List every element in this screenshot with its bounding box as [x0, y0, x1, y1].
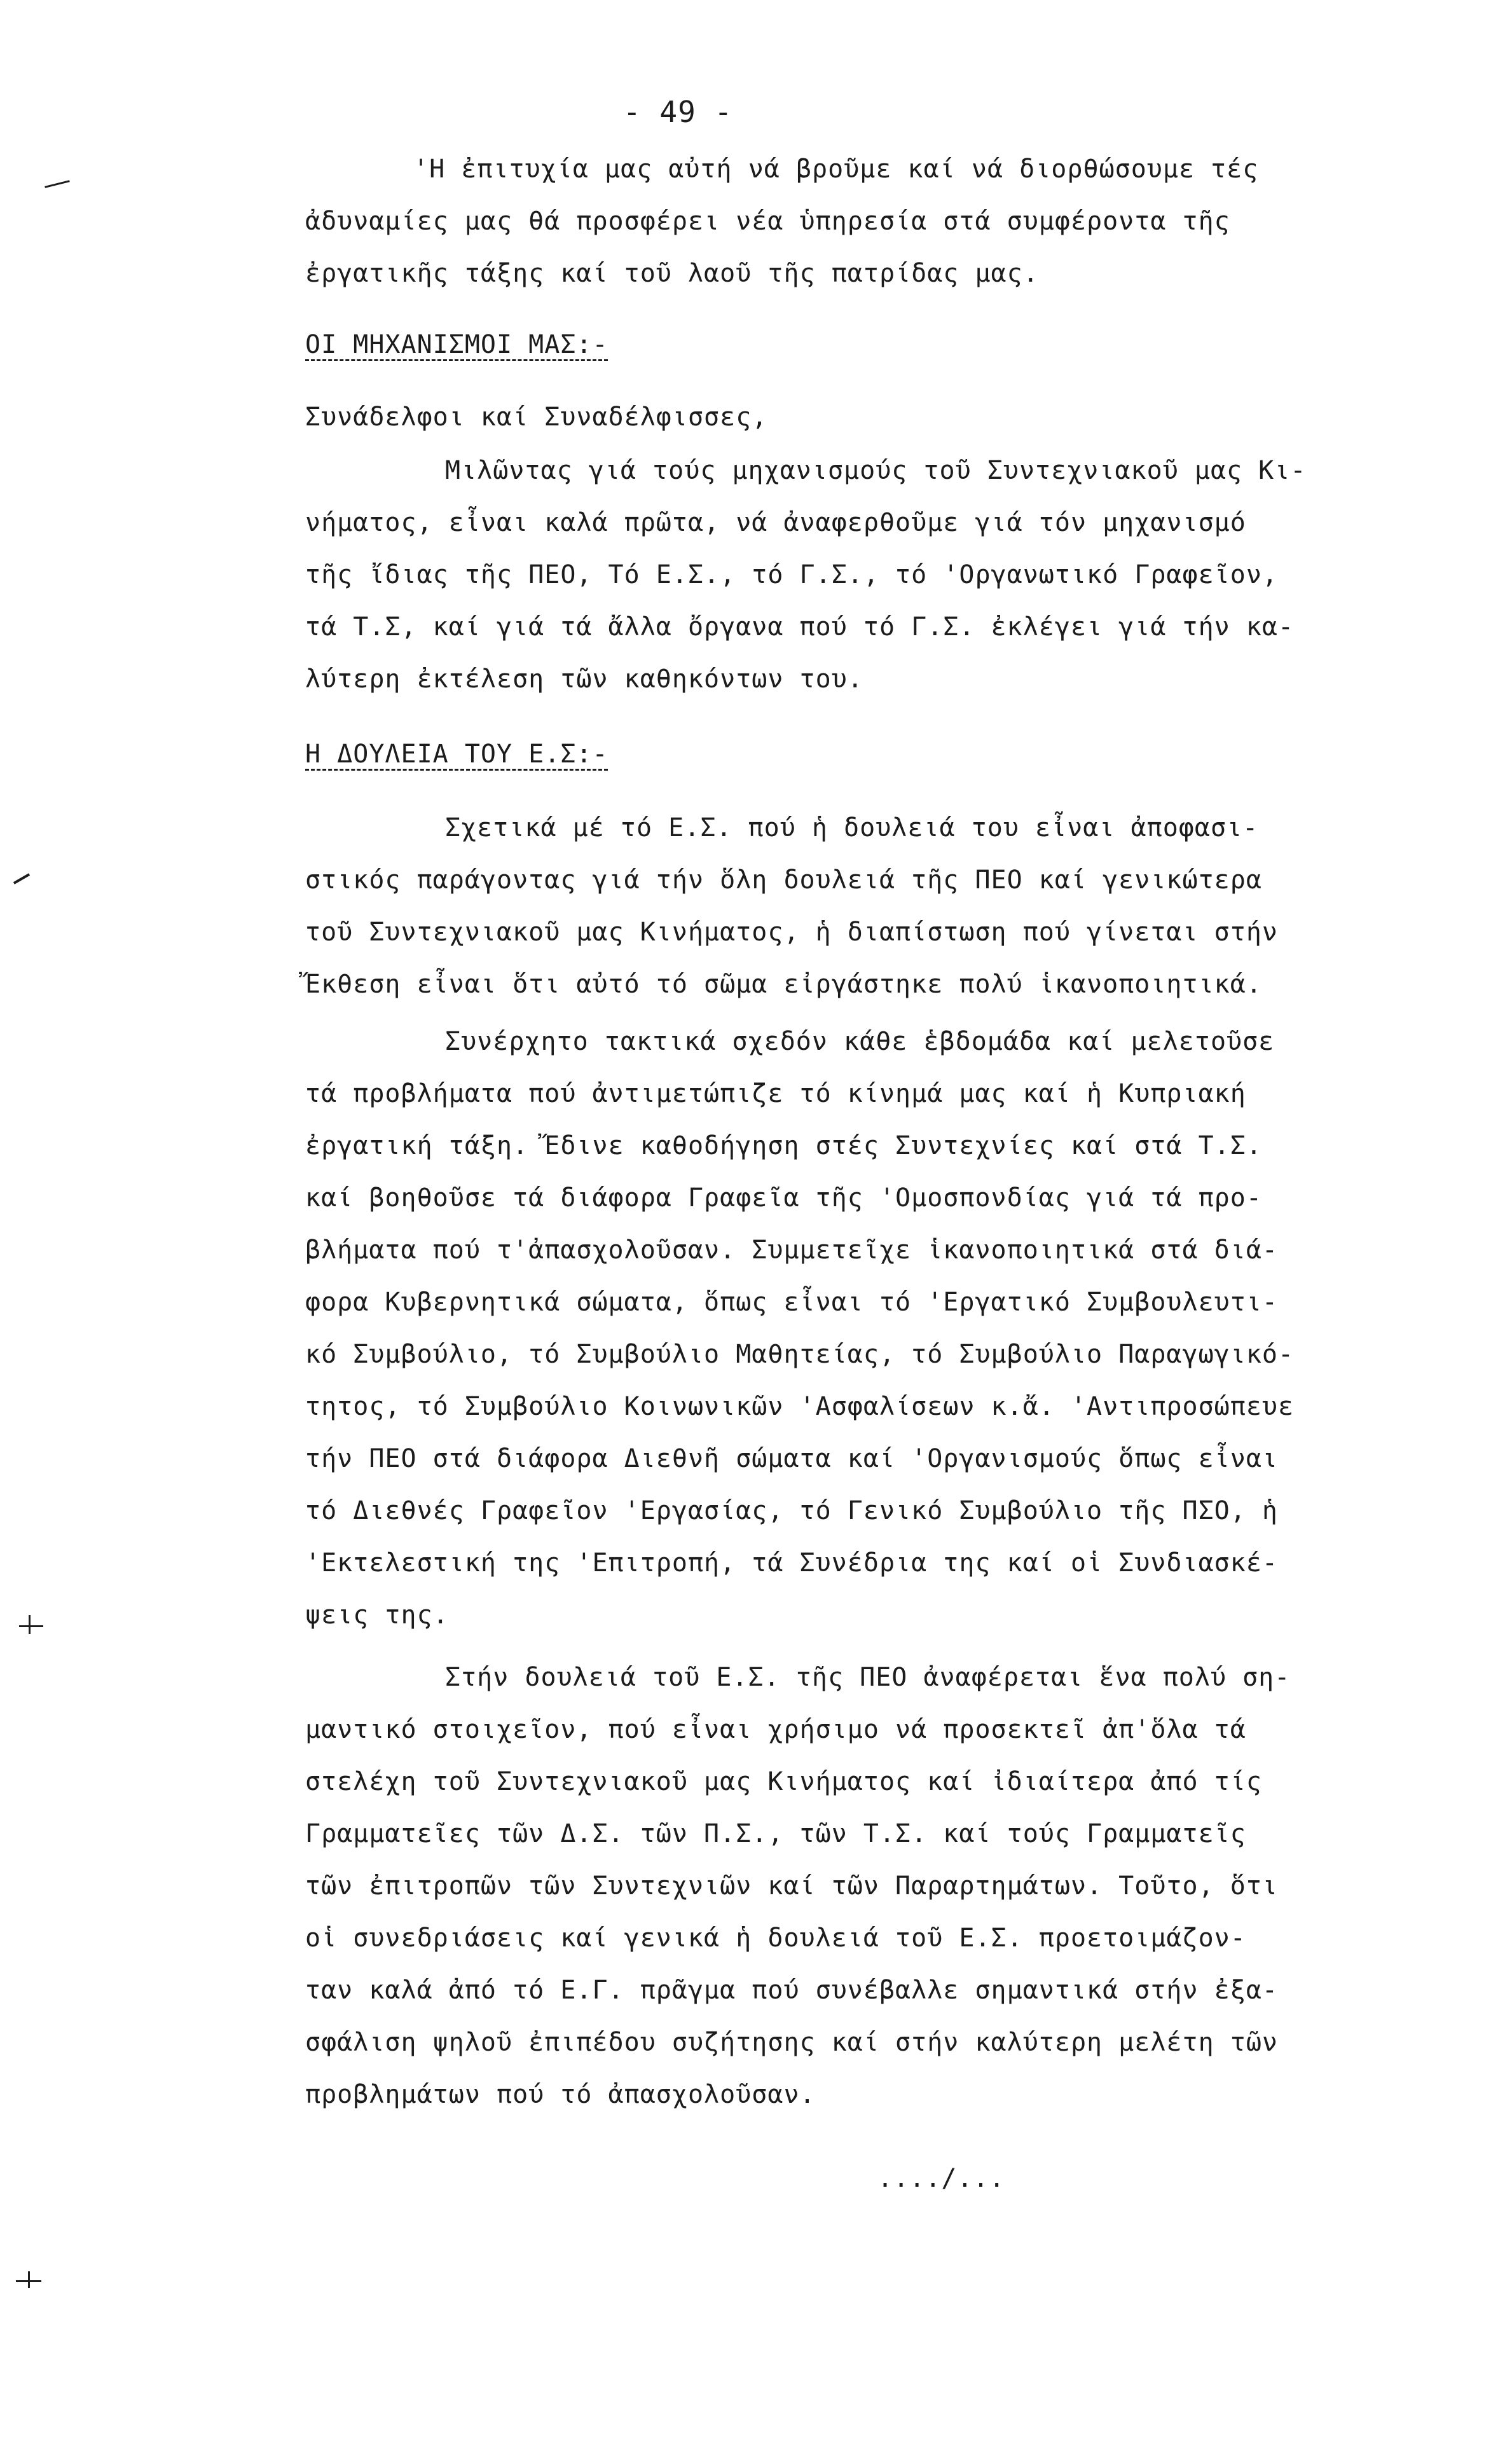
- scan-mark: [13, 873, 30, 884]
- text-line: Γραμματεῖες τῶν Δ.Σ. τῶν Π.Σ., τῶν Τ.Σ. καί τούς Γραμματεῖς: [305, 1819, 1246, 1848]
- text-line: φορα Κυβερνητικά σώματα, ὅπως εἶναι τό 'Εργατικό Συμβουλευτι-: [305, 1288, 1279, 1317]
- text-line: ἐργατικῆς τάξης καί τοῦ λαοῦ τῆς πατρίδας μας.: [305, 259, 1039, 288]
- text-line: κό Συμβούλιο, τό Συμβούλιο Μαθητείας, τό Συμβούλιο Παραγωγικό-: [305, 1340, 1295, 1369]
- text-line: τά προβλήματα πού ἀντιμετώπιζε τό κίνημά μας καί ἡ Κυπριακή: [305, 1079, 1246, 1108]
- text-line: στικός παράγοντας γιά τήν ὅλη δουλειά τῆς ΠΕΟ καί γενικώτερα: [305, 865, 1262, 895]
- scan-mark: [45, 180, 70, 188]
- text-line: λύτερη ἐκτέλεση τῶν καθηκόντων του.: [305, 664, 863, 694]
- text-line: Ἔκθεση εἶναι ὅτι αὐτό τό σῶμα εἰργάστηκε πολύ ἱκανοποιητικά.: [305, 970, 1262, 999]
- text-line: 'Εκτελεστική της 'Επιτροπή, τά Συνέδρια της καί οἱ Συνδιασκέ-: [305, 1548, 1279, 1578]
- text-line: νήματος, εἶναι καλά πρῶτα, νά ἀναφερθοῦμε γιά τόν μηχανισμό: [305, 508, 1246, 537]
- scan-mark: [19, 1625, 43, 1627]
- text-line: ἀδυναμίες μας θά προσφέρει νέα ὑπηρεσία στά συμφέροντα τῆς: [305, 207, 1230, 236]
- text-line: μαντικό στοιχεῖον, πού εἶναι χρήσιμο νά προσεκτεῖ ἀπ'ὅλα τά: [305, 1715, 1246, 1744]
- text-line: τό Διεθνές Γραφεῖον 'Εργασίας, τό Γενικό Συμβούλιο τῆς ΠΣΟ, ἡ: [305, 1496, 1279, 1525]
- salutation: Συνάδελφοι καί Συναδέλφισσες,: [305, 403, 768, 432]
- text-line: τήν ΠΕΟ στά διάφορα Διεθνῆ σώματα καί 'Οργανισμούς ὅπως εἶναι: [305, 1444, 1279, 1473]
- text-line: Συνέρχητο τακτικά σχεδόν κάθε ἑβδομάδα καί μελετοῦσε: [445, 1027, 1275, 1056]
- scan-mark: [28, 2271, 30, 2288]
- scan-mark: [29, 1615, 31, 1634]
- text-line: στελέχη τοῦ Συντεχνιακοῦ μας Κινήματος καί ἰδιαίτερα ἀπό τίς: [305, 1767, 1262, 1796]
- section-heading-mechanisms: ΟΙ ΜΗΧΑΝΙΣΜΟΙ ΜΑΣ:-: [305, 330, 608, 359]
- text-line: τῶν ἐπιτροπῶν τῶν Συντεχνιῶν καί τῶν Παραρτημάτων. Τοῦτο, ὅτι: [305, 1871, 1279, 1901]
- text-line: τά Τ.Σ, καί γιά τά ἄλλα ὄργανα πού τό Γ.Σ. ἐκλέγει γιά τήν κα-: [305, 612, 1295, 642]
- text-line: βλήματα πού τ'ἀπασχολοῦσαν. Συμμετεῖχε ἱκανοποιητικά στά διά-: [305, 1235, 1279, 1265]
- text-line: τοῦ Συντεχνιακοῦ μας Κινήματος, ἡ διαπίστωση πού γίνεται στήν: [305, 918, 1279, 947]
- continuation-mark: ..../...: [877, 2164, 1005, 2193]
- text-line: ταν καλά ἀπό τό Ε.Γ. πρᾶγμα πού συνέβαλλε σημαντικά στήν ἐξα-: [305, 1976, 1279, 2005]
- text-line: προβλημάτων πού τό ἀπασχολοῦσαν.: [305, 2080, 816, 2109]
- text-line: καί βοηθοῦσε τά διάφορα Γραφεῖα τῆς 'Ομοσπονδίας γιά τά προ-: [305, 1183, 1262, 1213]
- text-line: σφάλιση ψηλοῦ ἐπιπέδου συζήτησης καί στήν καλύτερη μελέτη τῶν: [305, 2028, 1279, 2057]
- text-line: ἐργατική τάξη. Ἔδινε καθοδήγηση στές Συντεχνίες καί στά Τ.Σ.: [305, 1131, 1262, 1160]
- text-line: Στήν δουλειά τοῦ Ε.Σ. τῆς ΠΕΟ ἀναφέρεται ἕνα πολύ ση-: [445, 1663, 1291, 1692]
- page-number: - 49 -: [623, 95, 733, 129]
- text-line: οἱ συνεδριάσεις καί γενικά ἡ δουλειά τοῦ Ε.Σ. προετοιμάζον-: [305, 1923, 1246, 1953]
- text-line: Σχετικά μέ τό Ε.Σ. πού ἡ δουλειά του εἶναι ἀποφασι-: [445, 813, 1259, 843]
- text-line: ψεις της.: [305, 1600, 449, 1630]
- text-line: τῆς ἴδιας τῆς ΠΕΟ, Τό Ε.Σ., τό Γ.Σ., τό 'Οργανωτικό Γραφεῖον,: [305, 560, 1279, 589]
- text-line: τητος, τό Συμβούλιο Κοινωνικῶν 'Ασφαλίσεων κ.ἄ. 'Αντιπροσώπευε: [305, 1392, 1295, 1421]
- section-heading-work: Η ΔΟΥΛΕΙΑ ΤΟΥ Ε.Σ:-: [305, 740, 608, 769]
- text-line: 'Η ἐπιτυχία μας αὐτή νά βροῦμε καί νά διορθώσουμε τές: [413, 155, 1259, 184]
- text-line: Μιλῶντας γιά τούς μηχανισμούς τοῦ Συντεχνιακοῦ μας Κι-: [445, 456, 1307, 485]
